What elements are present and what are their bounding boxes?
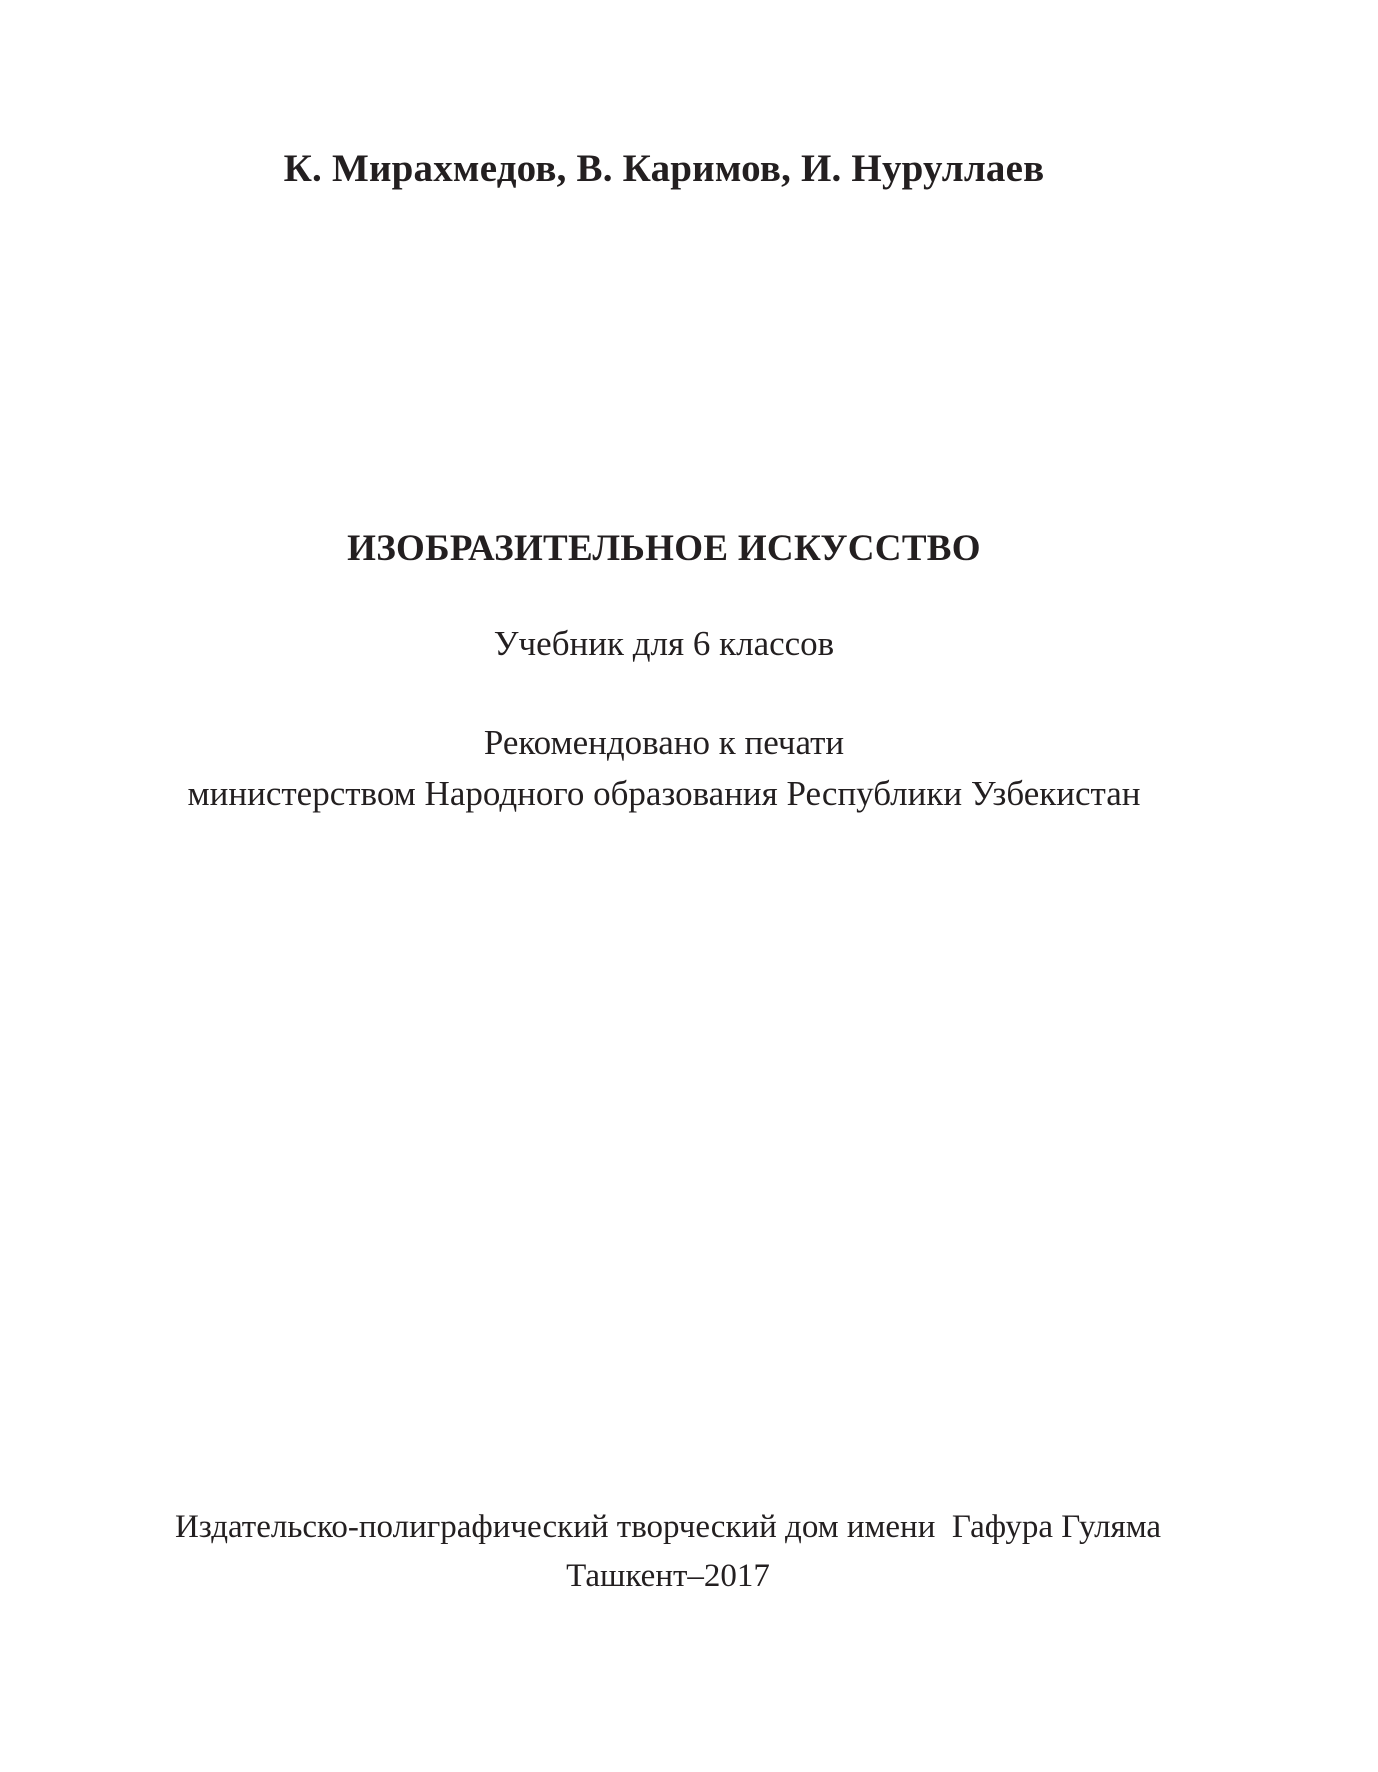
publisher-name: Издательско-полиграфический творческий дом имени Гафура Гуляма bbox=[174, 1509, 1162, 1545]
authors-line: К. Мирахмедов, В. Каримов, И. Нуруллаев bbox=[283, 147, 1045, 190]
publisher-block bbox=[0, 1503, 1336, 1601]
approval-notice bbox=[0, 717, 1328, 819]
approval-line-1: Рекомендовано к печати bbox=[483, 723, 845, 762]
book-title: ИЗОБРАЗИТЕЛЬНОЕ ИСКУССТВО bbox=[347, 528, 981, 569]
publisher-city-year: Ташкент–2017 bbox=[566, 1558, 770, 1594]
book-subtitle: Учебник для 6 классов bbox=[493, 624, 835, 663]
approval-line-2: министерством Народного образования Республики Узбекистан bbox=[187, 774, 1141, 813]
